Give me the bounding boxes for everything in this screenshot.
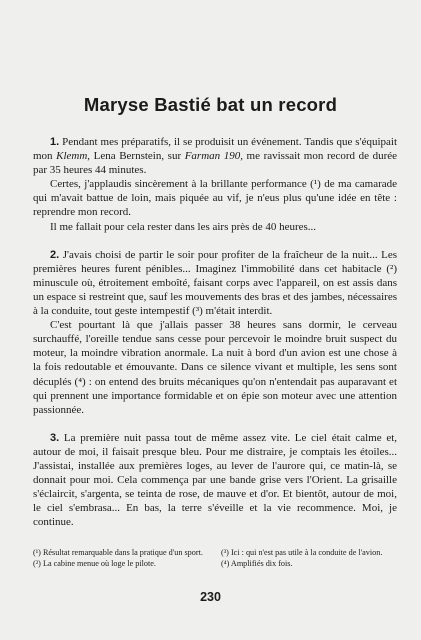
footnotes <box>33 548 397 569</box>
paragraph: 2. J'avais choisi de partir le soir pour profiter de la fraîcheur de la nuit... Les premières heures furent pénibles... Imaginez l'immobilité dans cet habitacle (²) minuscule où, étroitement emboîté, faisant corps avec l'appareil, on est assis dans un espace si restreint que, sauf les mouvements des bras et des jambes, nécessaires à la conduite, tout geste intempestif (³) m'était interdit. <box>33 248 398 318</box>
section-number: 1. <box>50 136 60 148</box>
footnote: (³) Ici : qui n'est pas utile à la conduite de l'avion. <box>221 548 383 557</box>
aircraft-name: Klemm, <box>56 150 91 163</box>
section-number: 3. <box>50 431 60 444</box>
footnote: (¹) Résultat remarquable dans la pratique d'un sport. <box>33 548 203 557</box>
footnote: (²) La cabine menue où loge le pilote. <box>33 559 156 568</box>
section-number: 2. <box>50 248 60 261</box>
paragraph: 1. Pendant mes préparatifs, il se produisit un événement. Tandis que s'équipait mon Klemm, Lena Bernstein, sur Farman 190, me ravissait mon record de durée par 35 heures 44 minutes. <box>33 136 397 177</box>
paragraph: Certes, j'applaudis sincèrement à la brillante performance (¹) de ma camarade qui m'avait battue de loin, mais piquée au vif, je n'eus plus qu'une idée en tête : reprendre mon record. <box>33 178 397 219</box>
paragraph: 3. La première nuit passa tout de même assez vite. Le ciel était calme et, autour de moi, il faisait presque bleu. Pour me distraire, je comptais les étoiles... J'assistai, installée aux premières loges, au lever de l'aurore qui, ce matin-là, se donnait pour moi. Cela commença par une bande grise vers l'Orient. La grisaille s'éclaircit, s'argenta, se teinta de rose, de mauve et d'or. Et bientôt, autour de moi, le ciel s'embrasa... En bas, la terre s'éveille et la vie recommence. Moi, je continue. <box>33 431 398 529</box>
aircraft-name: Farman 190, <box>184 150 243 163</box>
page-number: 230 <box>200 590 221 604</box>
paragraph: Il me fallait pour cela rester dans les airs près de 40 heures... <box>50 220 317 233</box>
body-text <box>33 135 397 529</box>
paragraph: C'est pourtant là que j'allais passer 38 heures sans dormir, le cerveau surchauffé, l'oreille tendue sans cesse pour percevoir le moindre bruit suspect du moteur, la moindre vibration anormale. La nuit à bord d'un avion est une chose à la fois redoutable et émouvante. Dans ce silence vivant et multiple, les sens sont décuplés (⁴) : on entend des bruits mécaniques qu'on n'entendait pas auparavant et qui prennent une importance formidable et on épie son moteur avec une attention passionnée. <box>33 319 397 416</box>
page-title: Maryse Bastié bat un record <box>83 94 338 115</box>
footnote: (⁴) Amplifiés dix fois. <box>221 559 293 568</box>
